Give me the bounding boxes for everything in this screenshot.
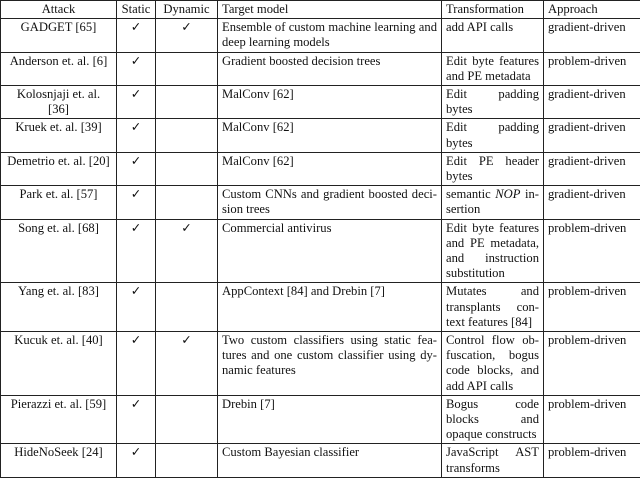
transformation-cell: semantic NOP insertion (442, 186, 544, 219)
header-target-model: Target model (218, 1, 442, 19)
target-model-cell: MalConv [62] (218, 86, 442, 119)
approach-cell: gradient-driven (544, 86, 640, 119)
header-static: Static (117, 1, 156, 19)
approach-cell: problem-driven (544, 444, 640, 477)
approach-cell: gradient-driven (544, 186, 640, 219)
static-check-cell: ✓ (117, 152, 156, 185)
approach-cell: gradient-driven (544, 119, 640, 152)
table-row (1, 152, 640, 185)
approach-cell: problem-driven (544, 332, 640, 396)
transformation-cell: Control flow obfuscation, bogus code blocks, and add API calls (442, 332, 544, 396)
target-model-cell: Custom CNNs and gradient boosted decision trees (218, 186, 442, 219)
target-model-cell: MalConv [62] (218, 119, 442, 152)
transformation-cell: JavaScript AST transforms (442, 444, 544, 477)
static-check-cell: ✓ (117, 19, 156, 52)
dynamic-check-cell (156, 52, 218, 85)
dynamic-check-cell: ✓ (156, 219, 218, 283)
table-row (1, 444, 640, 477)
static-check-cell: ✓ (117, 52, 156, 85)
static-check-cell: ✓ (117, 332, 156, 396)
header-dynamic: Dynamic (156, 1, 218, 19)
approach-cell: problem-driven (544, 219, 640, 283)
attack-cell: GADGET [65] (1, 19, 117, 52)
target-model-cell: Ensemble of custom machine learning and deep learning models (218, 19, 442, 52)
approach-cell: problem-driven (544, 52, 640, 85)
transformation-cell: Edit PE header bytes (442, 152, 544, 185)
static-check-cell: ✓ (117, 283, 156, 332)
table-row (1, 395, 640, 444)
attack-cell: Kruek et. al. [39] (1, 119, 117, 152)
attack-cell: Kucuk et. al. [40] (1, 332, 117, 396)
attack-cell: Kolosnjaji et. al. [36] (1, 86, 117, 119)
target-model-cell: Gradient boosted decision trees (218, 52, 442, 85)
static-check-cell: ✓ (117, 219, 156, 283)
attack-cell: Song et. al. [68] (1, 219, 117, 283)
table-row (1, 119, 640, 152)
header-approach: Approach (544, 1, 640, 19)
transformation-cell: Edit byte features and PE metadata, and instruction substitution (442, 219, 544, 283)
transformation-cell: Edit padding bytes (442, 86, 544, 119)
static-check-cell: ✓ (117, 86, 156, 119)
target-model-cell: MalConv [62] (218, 152, 442, 185)
transformation-cell: Mutates and transplants context features [84] (442, 283, 544, 332)
attack-cell: Pierazzi et. al. [59] (1, 395, 117, 444)
attack-cell: Yang et. al. [83] (1, 283, 117, 332)
target-model-cell: Custom Bayesian classifier (218, 444, 442, 477)
dynamic-check-cell (156, 186, 218, 219)
dynamic-check-cell (156, 152, 218, 185)
table-row (1, 186, 640, 219)
attack-cell: HideNoSeek [24] (1, 444, 117, 477)
transformation-cell: add API calls (442, 19, 544, 52)
dynamic-check-cell (156, 444, 218, 477)
static-check-cell: ✓ (117, 395, 156, 444)
target-model-cell: AppContext [84] and Drebin [7] (218, 283, 442, 332)
table-row (1, 86, 640, 119)
header-transformation: Transformation (442, 1, 544, 19)
table-row (1, 219, 640, 283)
table-row (1, 19, 640, 52)
attack-cell: Park et. al. [57] (1, 186, 117, 219)
approach-cell: gradient-driven (544, 19, 640, 52)
approach-cell: problem-driven (544, 395, 640, 444)
approach-cell: problem-driven (544, 283, 640, 332)
header-attack: Attack (1, 1, 117, 19)
target-model-cell: Commercial antivirus (218, 219, 442, 283)
dynamic-check-cell (156, 119, 218, 152)
table-row (1, 52, 640, 85)
transformation-cell: Bogus code blocks and opaque constructs (442, 395, 544, 444)
dynamic-check-cell: ✓ (156, 332, 218, 396)
transformation-cell: Edit padding bytes (442, 119, 544, 152)
dynamic-check-cell (156, 395, 218, 444)
target-model-cell: Drebin [7] (218, 395, 442, 444)
static-check-cell: ✓ (117, 444, 156, 477)
header-row (1, 1, 640, 19)
transformation-cell: Edit byte features and PE metadata (442, 52, 544, 85)
static-check-cell: ✓ (117, 119, 156, 152)
attack-cell: Demetrio et. al. [20] (1, 152, 117, 185)
table-row (1, 283, 640, 332)
approach-cell: gradient-driven (544, 152, 640, 185)
target-model-cell: Two custom classifiers using static features and one custom classifier using dynamic features (218, 332, 442, 396)
table-row (1, 332, 640, 396)
static-check-cell: ✓ (117, 186, 156, 219)
dynamic-check-cell (156, 86, 218, 119)
dynamic-check-cell (156, 283, 218, 332)
dynamic-check-cell: ✓ (156, 19, 218, 52)
attack-cell: Anderson et. al. [6] (1, 52, 117, 85)
